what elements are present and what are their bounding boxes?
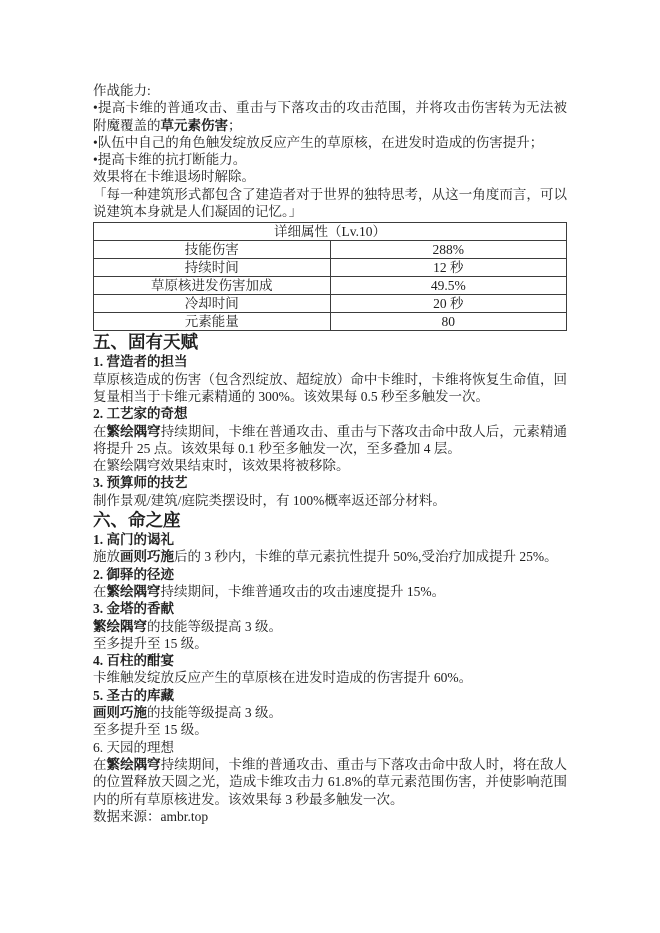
dendro-damage-term: 草元素伤害 (160, 117, 228, 133)
flavor-quote: 「每一种建筑形式都包含了建造者对于世界的独特思考，从这一角度而言，可以说建筑本身就是人们凝固的记忆。」 (93, 186, 567, 220)
combat-bullet-1-text: 提高卡维的普通攻击、重击与下落攻击的攻击范围，并将攻击伤害转为无法被附魔覆盖的 (93, 100, 567, 133)
c6-post: 持续期间，卡维的普通攻击、重击与下落攻击命中敌人时，将在敌人的位置释放天圆之光，造成卡维攻击力 61.8%的草元素范围伤害，并使影响范围内的所有草原核进发。该效果每 3 秒最多触发一次。 (93, 756, 568, 807)
constellation-5-body (93, 704, 567, 721)
table-header-cell: 详细属性（Lv.10） (94, 223, 567, 241)
combat-dismiss-note: 效果将在卡维退场时解除。 (93, 169, 255, 185)
c2-post: 持续期间，卡维普通攻击的攻击速度提升 15%。 (160, 583, 446, 599)
combat-bullet-1 (93, 99, 567, 134)
attr-label: 元素能量 (94, 313, 331, 331)
table-row (94, 241, 567, 259)
attr-label: 冷却时间 (94, 295, 331, 313)
section-heading-talents: 五、固有天赋 (93, 332, 198, 353)
attr-label: 持续时间 (94, 259, 331, 277)
talent-3-body: 制作景观/建筑/庭院类摆设时，有 100%概率返还部分材料。 (93, 492, 446, 508)
skill-name-painted-dome: 繁绘隅穹 (106, 423, 161, 439)
bullet-icon: • (93, 152, 98, 168)
detail-attributes-table (93, 222, 567, 331)
combat-bullet-3-text: 提高卡维的抗打断能力。 (97, 152, 247, 168)
table-header-row (94, 223, 567, 241)
c5-post: 的技能等级提高 3 级。 (147, 705, 282, 721)
talent-2-post: 持续期间，卡维在普通攻击、重击与下落攻击命中敌人后，元素精通将提升 25 点。该效果每 0.1 秒至多触发一次，至多叠加 4 层。 (93, 423, 568, 456)
bullet-icon: • (93, 100, 98, 116)
table-row (94, 295, 567, 313)
constellation-6-title: 6. 天园的理想 (93, 739, 174, 755)
table-row (94, 277, 567, 295)
c1-pre: 施放 (93, 549, 120, 565)
table-row (94, 259, 567, 277)
attr-label: 技能伤害 (94, 241, 331, 259)
attr-value: 20 秒 (330, 295, 567, 313)
combat-bullet-2-text: 队伍中自己的角色触发绽放反应产生的草原核，在进发时造成的伤害提升； (97, 134, 544, 150)
talent-2-body (93, 423, 567, 458)
constellation-5-body-line2: 至多提升至 15 级。 (93, 722, 208, 738)
c3-post: 的技能等级提高 3 级。 (147, 618, 282, 634)
skill-name-artistic-ingenuity: 画则巧施 (120, 549, 174, 565)
talent-2-title: 2. 工艺家的奇想 (93, 406, 188, 422)
constellation-2-body (93, 583, 567, 600)
combat-bullet-2 (93, 134, 567, 151)
attr-label: 草原核进发伤害加成 (94, 277, 331, 295)
constellation-3-title: 3. 金塔的香献 (93, 601, 174, 617)
attr-value: 288% (330, 241, 567, 259)
constellation-1-body (93, 548, 567, 565)
attr-value: 49.5% (330, 277, 567, 295)
constellation-6-body (93, 756, 567, 808)
attr-value: 80 (330, 313, 567, 331)
skill-name-painted-dome: 繁绘隅穹 (106, 756, 161, 772)
talent-2-body-line2: 在繁绘隅穹效果结束时，该效果将被移除。 (93, 458, 350, 474)
constellation-1-title: 1. 高门的谒礼 (93, 532, 174, 548)
combat-ability-title: 作战能力: (93, 83, 151, 98)
talent-1-body: 草原核造成的伤害（包含烈绽放、超绽放）命中卡维时，卡维将恢复生命值，回复量相当于卡维元素精通的 300%。该效果每 0.5 秒至多触发一次。 (93, 371, 567, 404)
constellation-3-body-line2: 至多提升至 15 级。 (93, 635, 208, 651)
data-source-note: 数据来源：ambr.top (93, 808, 209, 824)
talent-3-title: 3. 预算师的技艺 (93, 475, 188, 491)
constellation-2-title: 2. 御驿的径迹 (93, 566, 174, 582)
bullet-icon: • (93, 134, 98, 150)
constellation-4-title: 4. 百柱的酣宴 (93, 653, 174, 669)
constellation-3-body (93, 618, 567, 635)
combat-bullet-1-punct: ； (228, 117, 242, 133)
skill-name-painted-dome: 繁绘隅穹 (106, 583, 161, 599)
section-heading-constellations: 六、命之座 (93, 510, 181, 531)
document-content (93, 82, 567, 825)
c2-pre: 在 (93, 583, 107, 599)
constellation-4-body: 卡维触发绽放反应产生的草原核在进发时造成的伤害提升 60%。 (93, 670, 473, 686)
table-row (94, 313, 567, 331)
talent-1-title: 1. 营造者的担当 (93, 354, 188, 370)
skill-name-artistic-ingenuity: 画则巧施 (93, 705, 147, 721)
attr-value: 12 秒 (330, 259, 567, 277)
skill-name-painted-dome: 繁绘隅穹 (93, 618, 147, 634)
talent-2-pre: 在 (93, 423, 107, 439)
combat-bullet-3 (93, 151, 567, 168)
c1-post: 后的 3 秒内，卡维的草元素抗性提升 50%,受治疗加成提升 25%。 (174, 549, 558, 565)
constellation-5-title: 5. 圣古的库藏 (93, 687, 174, 703)
c6-pre: 在 (93, 756, 107, 772)
